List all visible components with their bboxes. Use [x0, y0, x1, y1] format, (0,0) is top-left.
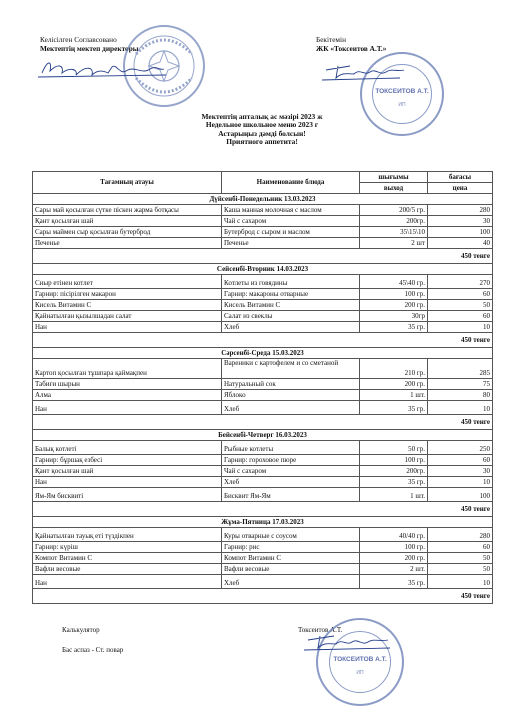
dish-kz: Гарнир: пісірілген макарон [33, 289, 222, 300]
dish-output: 200 гр. [360, 553, 428, 564]
dish-output: 1 шт. [360, 488, 428, 502]
dish-output: 1 шт. [360, 390, 428, 401]
stamp-sub: ИП [398, 102, 406, 108]
dish-ru: Вафли весовые [222, 564, 360, 575]
dish-output: 210 гр. [360, 359, 428, 379]
day-title-friday: Жұма-Пятница 17.03.2023 [33, 517, 493, 528]
stamp-name: ТОКСЕИТОВ А.Т. [375, 88, 429, 95]
day-total: 450 тенге [33, 502, 493, 517]
dish-price: 60 [428, 542, 493, 553]
dish-price: 60 [428, 311, 493, 322]
dish-ru: Хлеб [222, 401, 360, 415]
title-line-3: Астарыңыз дәмді болсын! [218, 128, 306, 138]
dish-output: 100 гр. [360, 455, 428, 466]
dish-output: 40/40 гр. [360, 528, 428, 542]
table-row [33, 216, 493, 227]
table-row [33, 275, 493, 289]
dish-output: 35 гр. [360, 477, 428, 488]
footer-calculator: Калькулятор [62, 626, 100, 634]
dish-kz: Картоп қосылған тұшпара қаймақпен [33, 359, 222, 379]
table-row [33, 359, 493, 379]
table-row [33, 322, 493, 333]
dish-ru: Каша манная молочная с маслом [222, 205, 360, 216]
col-header-price-kz: бағасы [428, 172, 493, 183]
table-row [33, 564, 493, 575]
dish-price: 10 [428, 575, 493, 589]
dish-price: 250 [428, 441, 493, 455]
title-line-4: Приятного аппетита! [226, 137, 298, 147]
day-title-thursday: Бейсенбі-Четверг 16.03.2023 [33, 430, 493, 441]
dish-price: 285 [428, 359, 493, 379]
title-line-2: Недельное школьное меню 2023 г [205, 120, 319, 130]
dish-price: 30 [428, 216, 493, 227]
table-row [33, 553, 493, 564]
dish-ru: Салат из свеклы [222, 311, 360, 322]
dish-kz: Печенье [33, 238, 222, 249]
dish-kz: Табиғи шырын [33, 379, 222, 390]
dish-price: 30 [428, 466, 493, 477]
dish-price: 40 [428, 238, 493, 249]
footer-signer: Токсеитов А.Т. [298, 626, 343, 634]
day-title-wednesday: Сәрсенбі-Среда 15.03.2023 [33, 348, 493, 359]
dish-price: 50 [428, 553, 493, 564]
dish-output: 35 гр. [360, 575, 428, 589]
menu-table [32, 171, 493, 604]
dish-output: 45\40 гр. [360, 275, 428, 289]
dish-kz: Нан [33, 401, 222, 415]
table-row [33, 542, 493, 553]
dish-kz: Нан [33, 477, 222, 488]
dish-ru: Бутерброд с сыром и маслом [222, 227, 360, 238]
dish-price: 10 [428, 477, 493, 488]
dish-ru: Бисквит Ям-Ям [222, 488, 360, 502]
dish-price: 100 [428, 488, 493, 502]
dish-ru: Гарнир: макароны отварные [222, 289, 360, 300]
approval-right-line1: Бекітемін [316, 35, 346, 44]
table-row [33, 205, 493, 216]
table-row [33, 238, 493, 249]
dish-price: 10 [428, 401, 493, 415]
dish-ru: Натуральный сок [222, 379, 360, 390]
dish-price: 60 [428, 289, 493, 300]
dish-output: 200гр. [360, 466, 428, 477]
dish-kz: Сары маймен сыр қосылған бутерброд [33, 227, 222, 238]
stamp-name: ТОКСЕИТОВ А.Т. [333, 656, 387, 663]
signer-signature-icon [300, 632, 396, 659]
table-row [33, 477, 493, 488]
day-total: 450 тенге [33, 333, 493, 348]
dish-ru: Хлеб [222, 477, 360, 488]
col-header-kz: Тағамның атауы [33, 172, 222, 194]
dish-kz: Қайнатылған тауық еті түздікпен [33, 528, 222, 542]
dish-ru: Хлеб [222, 322, 360, 333]
dish-output: 30гр [360, 311, 428, 322]
day-total: 450 тенге [33, 415, 493, 430]
dish-kz: Ям-Ям бисквиті [33, 488, 222, 502]
col-header-ru: Наименование блюда [222, 172, 360, 194]
dish-price: 50 [428, 564, 493, 575]
dish-output: 2 шт [360, 238, 428, 249]
dish-kz: Балық котлеті [33, 441, 222, 455]
dish-output: 100 гр. [360, 289, 428, 300]
dish-output: 200гр. [360, 216, 428, 227]
dish-kz: Қайнатылған қызылшадан салат [33, 311, 222, 322]
dish-output: 35\15\10 [360, 227, 428, 238]
dish-kz: Гарнир: күріш [33, 542, 222, 553]
dish-ru: Кисель Витамин С [222, 300, 360, 311]
dish-output: 50 гр. [360, 441, 428, 455]
dish-kz: Қант қосылған шай [33, 466, 222, 477]
dish-kz: Вафли весовые [33, 564, 222, 575]
dish-price: 60 [428, 455, 493, 466]
approval-right-line2: ЖК «Токсеитов А.Т.» [316, 44, 387, 53]
dish-price: 80 [428, 390, 493, 401]
table-row [33, 227, 493, 238]
dish-price: 270 [428, 275, 493, 289]
dish-kz: Нан [33, 322, 222, 333]
dish-ru: Гарнир: гороховое пюре [222, 455, 360, 466]
day-title-monday: Дүйсенбі-Понедельник 13.03.2023 [33, 194, 493, 205]
director-signature-icon [38, 53, 168, 88]
table-row [33, 488, 493, 502]
dish-output: 200 гр. [360, 379, 428, 390]
dish-ru: Печенье [222, 238, 360, 249]
dish-kz: Кисель Витамин С [33, 300, 222, 311]
table-row [33, 575, 493, 589]
table-row [33, 311, 493, 322]
dish-kz: Алма [33, 390, 222, 401]
dish-ru: Хлеб [222, 575, 360, 589]
table-row [33, 379, 493, 390]
table-row [33, 289, 493, 300]
table-row [33, 466, 493, 477]
menu-title-block [0, 113, 524, 147]
day-total: 450 тенге [33, 249, 493, 264]
dish-ru: Котлеты из говядины [222, 275, 360, 289]
day-title-tuesday: Сейсенбі-Вторник 14.03.2023 [33, 264, 493, 275]
col-header-price-ru: цена [428, 183, 493, 194]
approval-left-line1: Келісілген Соглавсовано [40, 35, 117, 44]
dish-price: 280 [428, 205, 493, 216]
dish-price: 50 [428, 300, 493, 311]
dish-kz: Нан [33, 575, 222, 589]
dish-output: 35 гр. [360, 401, 428, 415]
table-row [33, 401, 493, 415]
table-row [33, 528, 493, 542]
dish-output: 2 шт. [360, 564, 428, 575]
dish-price: 75 [428, 379, 493, 390]
dish-kz: Компот Витамин С [33, 553, 222, 564]
title-line-1: Мектептің апталық ас мәзірі 2023 ж [201, 112, 323, 121]
dish-output: 200 гр. [360, 300, 428, 311]
dish-output: 100 гр. [360, 542, 428, 553]
dish-kz: Сары май қосылған сүтке піскен жарма ботқасы [33, 205, 222, 216]
table-row [33, 441, 493, 455]
dish-ru: Куры отварные с соусом [222, 528, 360, 542]
approval-left-line2: Мектептің мектеп директоры [40, 44, 139, 53]
dish-output: 200/5 гр. [360, 205, 428, 216]
dish-kz: Сиыр етінен котлет [33, 275, 222, 289]
dish-ru: Гарнир: рис [222, 542, 360, 553]
dish-price: 100 [428, 227, 493, 238]
dish-price: 10 [428, 322, 493, 333]
col-header-output-kz: шығымы [360, 172, 428, 183]
day-total: 450 тенге [33, 589, 493, 604]
dish-ru: Вареники с картофелем и со сметаной [222, 359, 360, 379]
table-row [33, 300, 493, 311]
stamp-sub: ИП [356, 670, 364, 676]
dish-output: 35 гр. [360, 322, 428, 333]
dish-price: 280 [428, 528, 493, 542]
col-header-output-ru: выход [360, 183, 428, 194]
footer-cook: Бас аспаз - Ст. повар [62, 646, 124, 654]
table-row [33, 455, 493, 466]
dish-ru: Чай с сахаром [222, 466, 360, 477]
approver-signature-icon [320, 60, 410, 87]
dish-kz: Гарнир: бұршақ езбесі [33, 455, 222, 466]
dish-ru: Рыбные котлеты [222, 441, 360, 455]
dish-ru: Компот Витамин С [222, 553, 360, 564]
table-row [33, 390, 493, 401]
dish-ru: Чай с сахаром [222, 216, 360, 227]
dish-ru: Яблоко [222, 390, 360, 401]
dish-kz: Қант қосылған шай [33, 216, 222, 227]
